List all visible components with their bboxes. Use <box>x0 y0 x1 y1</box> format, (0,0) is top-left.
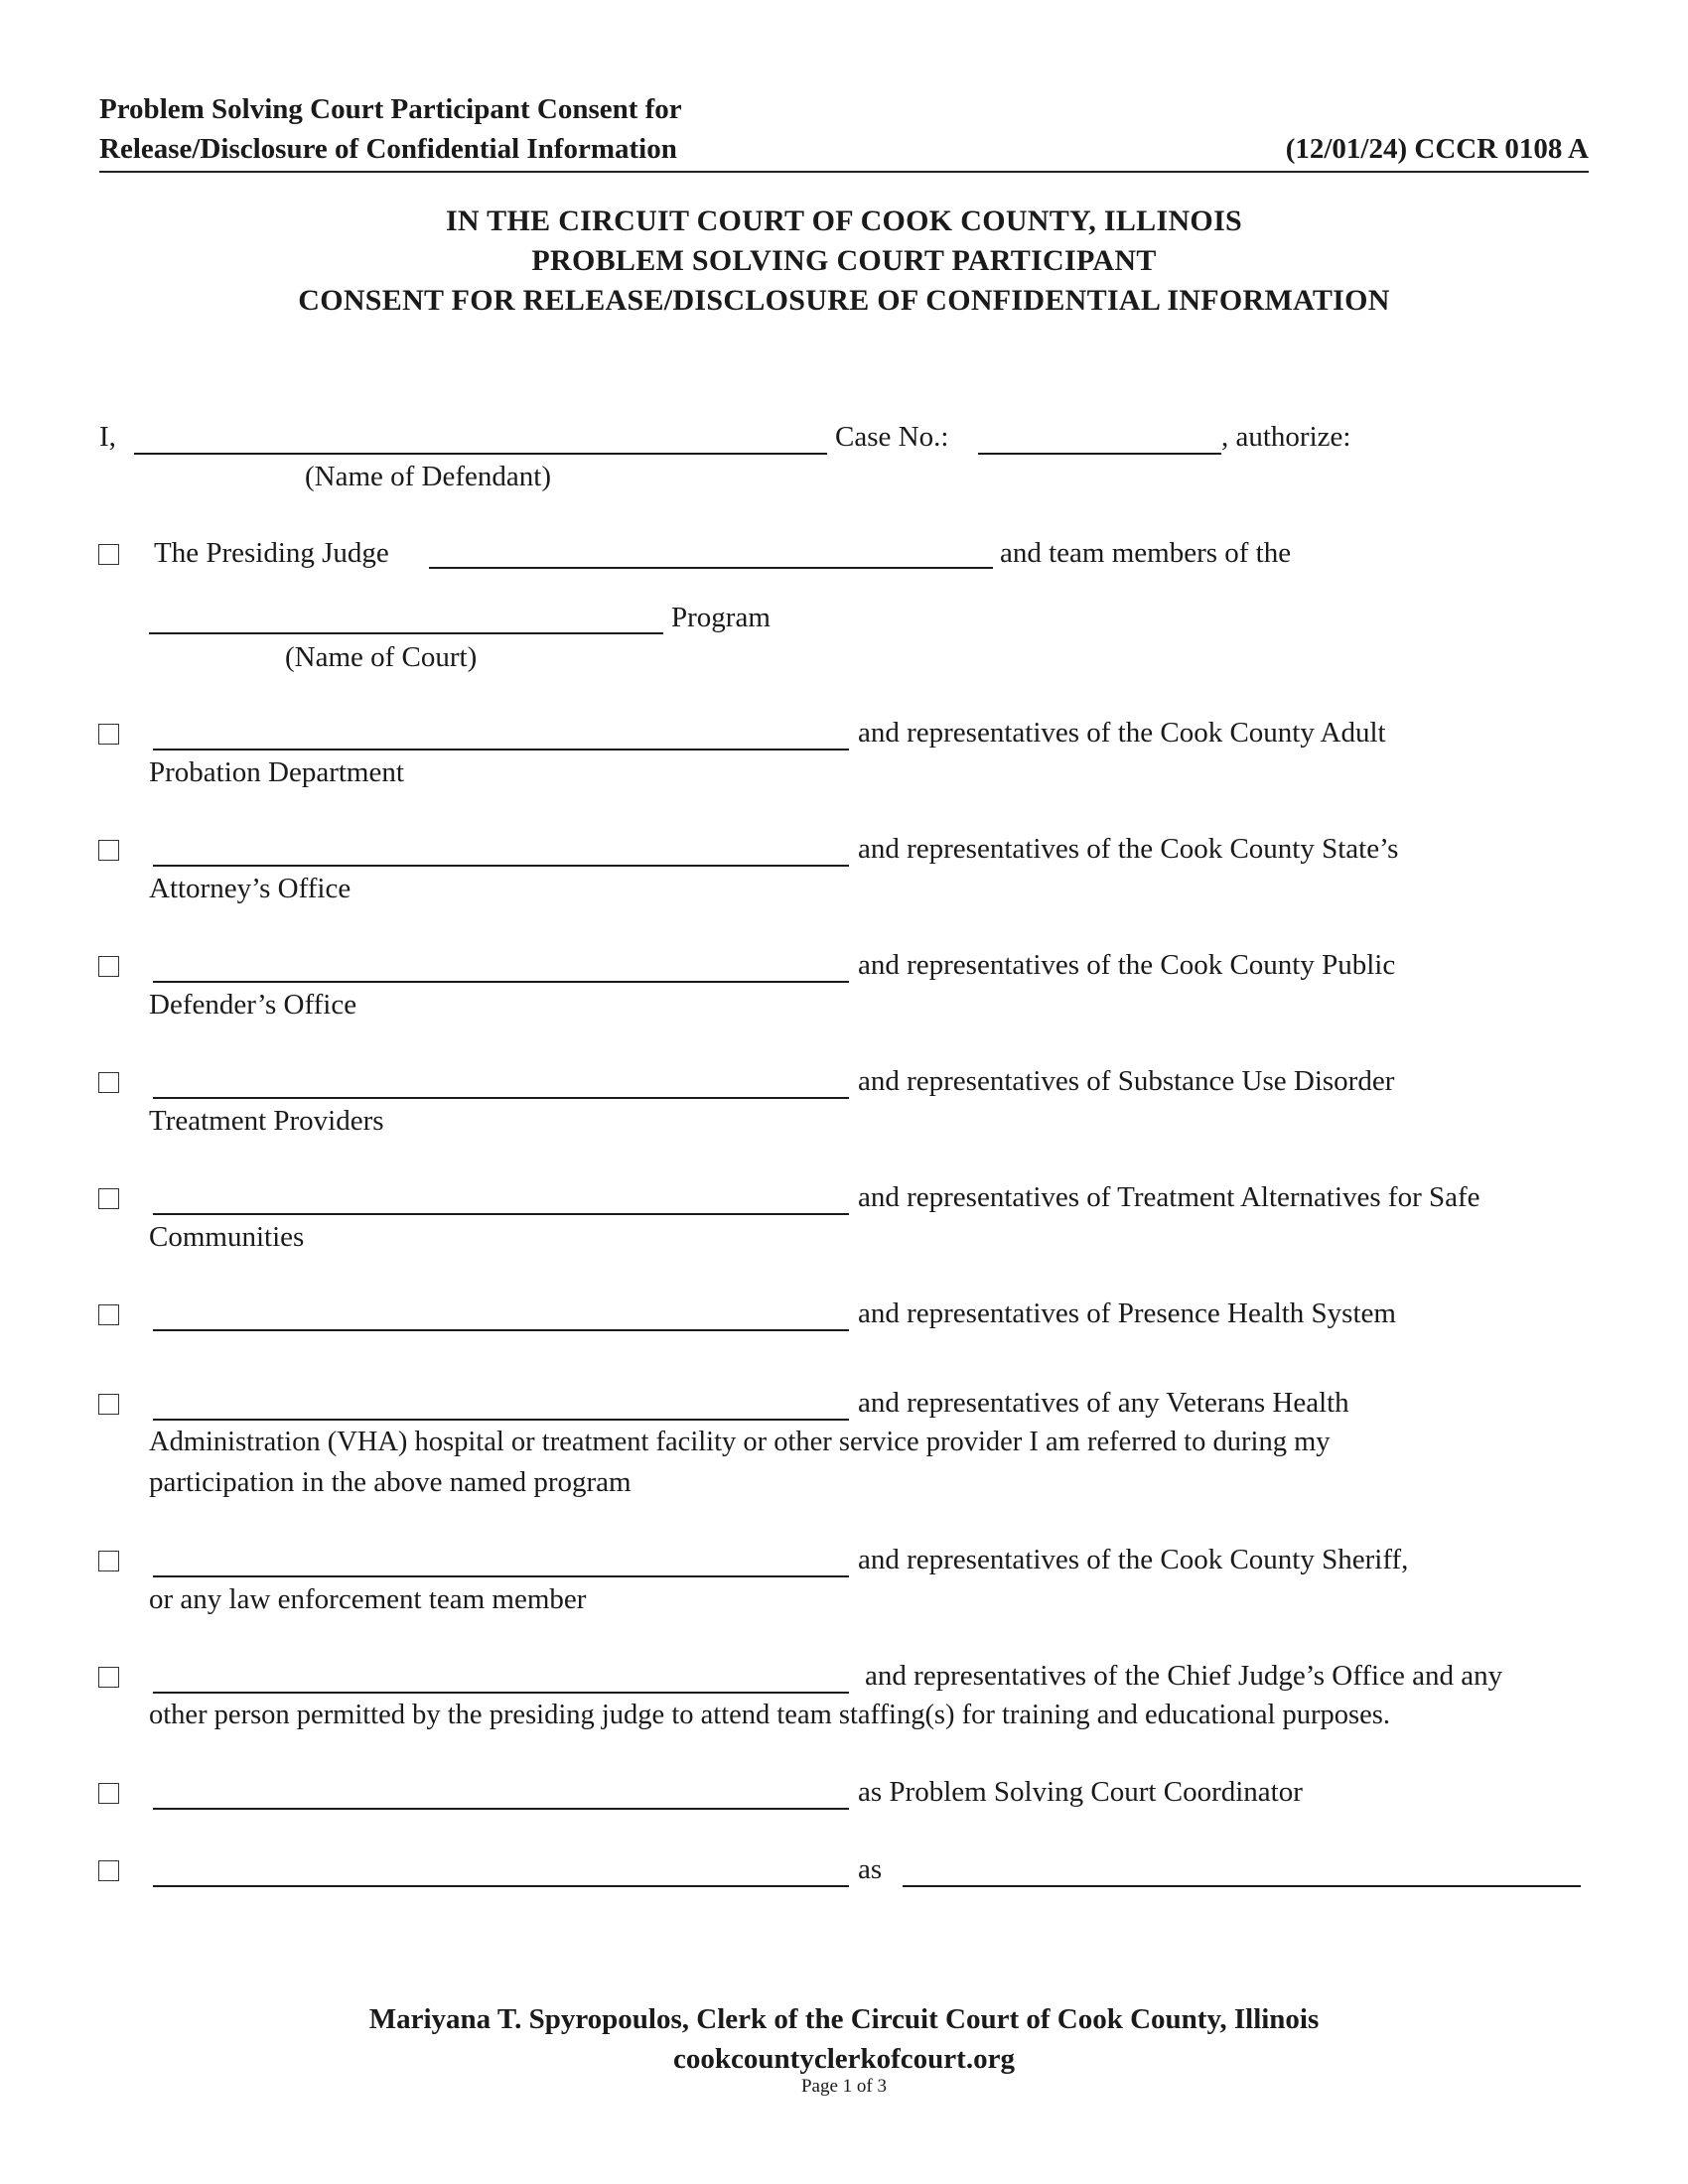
coordinator-field[interactable] <box>153 1808 849 1810</box>
checkbox-probation[interactable] <box>98 724 119 745</box>
header-title-line2: Release/Disclosure of Confidential Information <box>99 133 677 165</box>
team-members-text: and team members of the <box>1000 537 1292 569</box>
court-name-field[interactable] <box>149 632 663 634</box>
checkbox-tasc[interactable] <box>98 1188 119 1209</box>
sheriff-text: and representatives of the Cook County Sheriff, <box>858 1544 1409 1575</box>
checkbox-coordinator[interactable] <box>98 1783 119 1804</box>
tasc-text: and representatives of Treatment Alternatives for Safe <box>858 1181 1480 1213</box>
vha-field[interactable] <box>153 1419 849 1421</box>
presence-health-text: and representatives of Presence Health System <box>858 1297 1396 1329</box>
states-attorney-text: and representatives of the Cook County State’s <box>858 833 1399 865</box>
presiding-judge-field[interactable] <box>429 567 993 569</box>
vha-text-cont2: participation in the above named program <box>149 1466 632 1498</box>
probation-text-cont: Probation Department <box>149 756 404 788</box>
form-subtitle: PROBLEM SOLVING COURT PARTICIPANT <box>531 244 1157 277</box>
public-defender-text-cont: Defender’s Office <box>149 989 357 1021</box>
court-title: IN THE CIRCUIT COURT OF COOK COUNTY, ILLINOIS <box>445 205 1243 237</box>
public-defender-text: and representatives of the Cook County Public <box>858 949 1396 981</box>
coordinator-text: as Problem Solving Court Coordinator <box>858 1776 1303 1808</box>
checkbox-chief-judge[interactable] <box>98 1667 119 1688</box>
header-title-line1: Problem Solving Court Participant Consent for <box>99 93 682 125</box>
chief-judge-text-cont: other person permitted by the presiding judge to attend team staffing(s) for training and educational purposes. <box>149 1700 1390 1730</box>
defendant-caption: (Name of Defendant) <box>305 461 551 492</box>
chief-judge-field[interactable] <box>153 1692 849 1694</box>
case-number-field[interactable] <box>978 453 1221 455</box>
substance-use-text-cont: Treatment Providers <box>149 1105 384 1137</box>
substance-use-field[interactable] <box>153 1097 849 1099</box>
other-as-label: as <box>858 1853 883 1885</box>
page-number: Page 1 of 3 <box>800 2076 887 2097</box>
header-divider <box>99 171 1589 173</box>
form-code: (12/01/24) CCCR 0108 A <box>1285 133 1589 165</box>
checkbox-presiding-judge[interactable] <box>98 544 119 565</box>
other-role-field[interactable] <box>903 1885 1581 1887</box>
presiding-judge-label: The Presiding Judge <box>154 537 389 569</box>
form-heading: CONSENT FOR RELEASE/DISCLOSURE OF CONFIDENTIAL INFORMATION <box>298 284 1390 317</box>
checkbox-sheriff[interactable] <box>98 1551 119 1571</box>
tasc-field[interactable] <box>153 1213 849 1215</box>
states-attorney-text-cont: Attorney’s Office <box>149 873 352 904</box>
other-name-field[interactable] <box>153 1885 849 1887</box>
substance-use-text: and representatives of Substance Use Disorder <box>858 1065 1395 1097</box>
clerk-name: Mariyana T. Spyropoulos, Clerk of the Circuit Court of Cook County, Illinois <box>368 2003 1320 2035</box>
clerk-website[interactable]: cookcountyclerkofcourt.org <box>673 2043 1015 2075</box>
checkbox-other[interactable] <box>98 1860 119 1881</box>
chief-judge-text: and representatives of the Chief Judge’s Office and any <box>865 1660 1503 1692</box>
court-caption: (Name of Court) <box>285 641 478 673</box>
checkbox-presence-health[interactable] <box>98 1304 119 1325</box>
case-number-label: Case No.: <box>835 421 949 453</box>
program-label: Program <box>671 602 771 633</box>
checkbox-public-defender[interactable] <box>98 956 119 977</box>
public-defender-field[interactable] <box>153 981 849 983</box>
checkbox-vha[interactable] <box>98 1394 119 1415</box>
sheriff-field[interactable] <box>153 1575 849 1577</box>
probation-text: and representatives of the Cook County Adult <box>858 717 1386 749</box>
checkbox-substance-use[interactable] <box>98 1072 119 1093</box>
sheriff-text-cont: or any law enforcement team member <box>149 1583 587 1615</box>
vha-text: and representatives of any Veterans Health <box>858 1387 1349 1419</box>
intro-prefix: I, <box>99 421 116 453</box>
vha-text-cont: Administration (VHA) hospital or treatment facility or other service provider I am referred to during my <box>149 1427 1331 1457</box>
checkbox-states-attorney[interactable] <box>98 840 119 861</box>
states-attorney-field[interactable] <box>153 865 849 867</box>
presence-health-field[interactable] <box>153 1329 849 1331</box>
tasc-text-cont: Communities <box>149 1221 305 1253</box>
probation-field[interactable] <box>153 749 849 751</box>
authorize-text: , authorize: <box>1221 421 1351 453</box>
defendant-name-field[interactable] <box>134 453 827 455</box>
